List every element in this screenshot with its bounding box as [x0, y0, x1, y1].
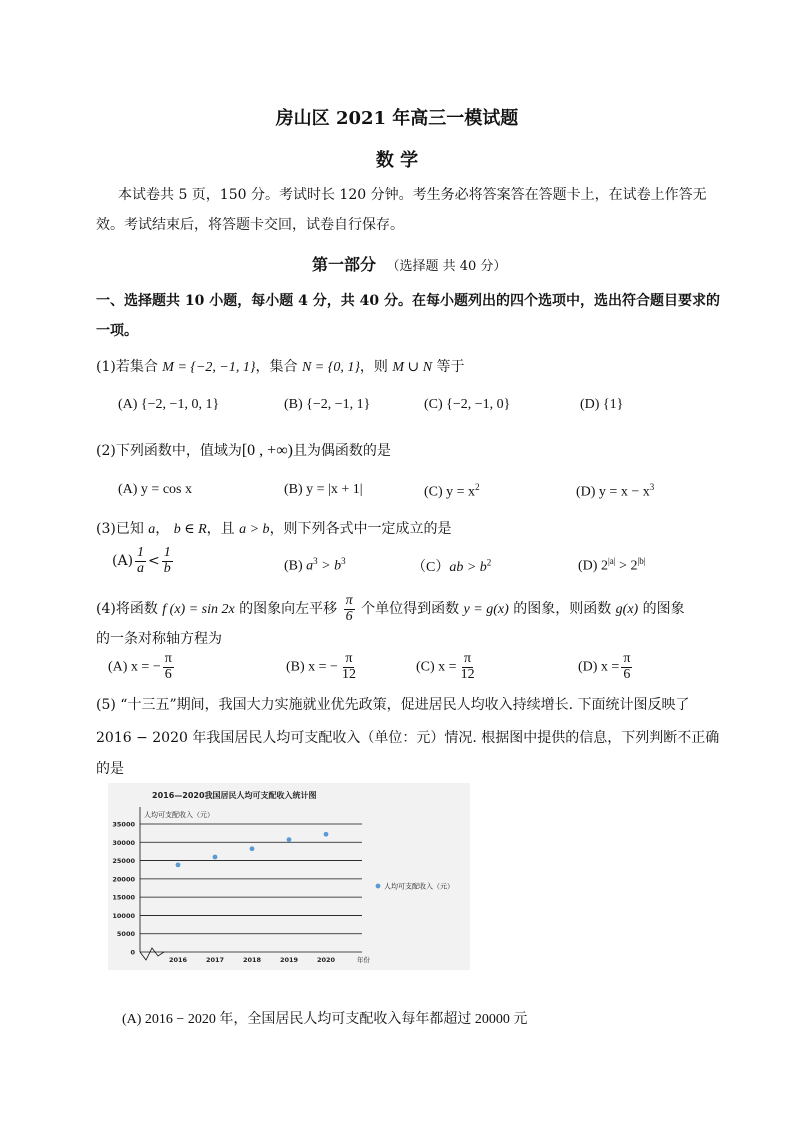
data-point	[250, 846, 255, 851]
exponent: |b|	[637, 556, 646, 566]
question-5-line-3: 的是	[96, 761, 124, 777]
q5-option-a: (A) 2016 − 2020 年，全国居民人均可支配收入每年都超过 20000 元	[122, 1012, 528, 1027]
q1-text: ，集合	[255, 359, 302, 375]
q2-option-b: (B) y = |x + 1|	[284, 482, 363, 497]
q3-text: (3)已知	[96, 521, 149, 537]
q1-option-a: (A) {−2, −1, 0, 1}	[118, 397, 220, 412]
chart-title: 2016—2020我国居民人均可支配收入统计图	[152, 791, 317, 800]
data-point	[287, 837, 292, 842]
fraction-numerator: 1	[163, 545, 171, 560]
q3-option-d-label: (D)	[578, 558, 601, 574]
exponent: 3	[313, 556, 318, 566]
question-3-stem	[96, 518, 452, 538]
x-tick-label: 2019	[279, 956, 299, 964]
q3-text: ，	[155, 521, 174, 537]
data-point	[213, 855, 218, 860]
q4-option-c	[416, 652, 479, 682]
y-tick-label: 5000	[116, 930, 135, 939]
legend-marker	[376, 884, 381, 889]
question-5-line-1: (5) “十三五”期间，我国大力实施就业优先政策，促进居民人均收入持续增长. 下面统计图反映了	[96, 697, 690, 713]
less-than-sign: <	[148, 553, 160, 570]
q3-text: ，且	[206, 521, 240, 537]
fraction-denominator: 6	[164, 666, 172, 682]
q3-option-c-expr: ab > b	[449, 560, 487, 575]
q2-option-a: (A) y = cos x	[118, 482, 192, 497]
x-tick-label: 2020	[316, 956, 336, 964]
y-tick-label: 25000	[112, 857, 135, 866]
paper-title: 房山区 2021 年高三一模试题	[275, 108, 519, 129]
question-2-stem	[96, 440, 391, 460]
q4-text: 的图象	[638, 601, 685, 618]
q3-option-d	[578, 556, 646, 575]
q4-option-a	[108, 652, 176, 682]
fraction-numerator: π	[345, 593, 353, 608]
q4-function-g: y = g(x)	[463, 602, 509, 618]
part-title: 第一部分	[312, 255, 377, 274]
q2-text: 且为偶函数的是	[292, 443, 391, 459]
q2-option-c-text: (C) y = x	[424, 484, 476, 500]
fraction-denominator: 6	[345, 608, 353, 624]
income-chart	[108, 783, 470, 970]
q3-option-d-base: 2	[600, 558, 608, 574]
fraction-denominator: a	[137, 560, 145, 576]
q4-text: (4)将函数	[96, 601, 163, 618]
q1-expr: M ∪ N	[392, 360, 433, 375]
q3-var-a: a	[148, 522, 156, 537]
data-point	[176, 862, 181, 867]
q2-option-d	[576, 482, 654, 501]
q4-option-d-label: (D) x =	[578, 659, 620, 675]
income-chart-svg	[108, 783, 470, 970]
exponent: 3	[341, 556, 346, 566]
y-tick-label: 15000	[112, 893, 135, 902]
q3-option-b	[284, 556, 346, 575]
q2-option-d-exp: 3	[649, 482, 655, 492]
x-axis-label: 年份	[357, 956, 370, 964]
instructions-line-1: 本试卷共 5 页，150 分。考试时长 120 分钟。考生务必将答案答在答题卡上，在试卷上作答无	[118, 187, 707, 203]
q3-option-a	[112, 546, 175, 576]
q4-function-f: f (x) = sin 2x	[162, 602, 235, 618]
q4-option-a-label: (A) x = −	[108, 659, 161, 675]
q1-set-n: N = {0, 1}	[301, 360, 360, 375]
q4-text: 个单位得到函数	[356, 601, 464, 618]
fraction-denominator: 6	[623, 666, 631, 682]
q1-text: (1)若集合	[96, 359, 163, 375]
q1-option-b: (B) {−2, −1, 1}	[284, 397, 371, 412]
q3-text: ，则下列各式中一定成立的是	[269, 521, 452, 537]
q4-function-g: g(x)	[615, 602, 639, 618]
legend-label: 人均可支配收入（元）	[384, 882, 454, 891]
question-4-stem-line-1	[96, 594, 685, 624]
q4-option-b-label: (B) x = −	[286, 659, 338, 675]
q3-condition: a > b	[239, 522, 270, 537]
fraction-numerator: 1	[137, 545, 145, 560]
x-tick-label: 2017	[205, 956, 225, 964]
fraction-denominator: 12	[341, 666, 356, 682]
section-heading-line-1: 一、选择题共 10 小题，每小题 4 分，共 40 分。在每小题列出的四个选项中，选出符合题目要求的	[96, 293, 720, 309]
subject-title: 数 学	[375, 150, 419, 171]
fraction-numerator: π	[164, 651, 172, 666]
q3-option-a-label: (A)	[112, 553, 134, 570]
question-4-stem-line-2: 的一条对称轴方程为	[96, 631, 222, 647]
fraction-numerator: π	[464, 651, 472, 666]
q2-text: (2)下列函数中，值域为	[96, 443, 242, 459]
part-heading	[312, 252, 506, 275]
fraction-denominator: 12	[460, 666, 475, 682]
q1-text: 等于	[432, 359, 465, 375]
exponent: |a|	[607, 556, 616, 566]
fraction-numerator: π	[345, 651, 353, 666]
q3-option-b-var: a	[306, 558, 314, 574]
question-5-line-2: 2016 − 2020 年我国居民人均可支配收入（单位：元）情况. 根据图中提供的信息，下列判断不正确	[96, 730, 720, 746]
fraction-numerator: π	[623, 651, 631, 666]
y-tick-label: 0	[130, 948, 135, 957]
q2-range: [0 , +∞)	[241, 442, 293, 459]
q3-option-c	[412, 556, 491, 576]
q1-option-c: (C) {−2, −1, 0}	[424, 397, 511, 412]
q3-option-c-label: （C）	[412, 560, 450, 575]
q4-option-c-label: (C) x =	[416, 659, 457, 675]
instructions-line-2: 效。考试结束后，将答题卡交回，试卷自行保存。	[96, 217, 404, 233]
y-tick-label: 20000	[112, 875, 135, 884]
q2-option-d-text: (D) y = x − x	[576, 484, 650, 500]
q1-option-d: (D) {1}	[580, 397, 624, 412]
q2-option-c-exp: 2	[475, 482, 480, 492]
q1-text: ，则	[359, 359, 393, 375]
part-note: （选择题 共 40 分）	[386, 259, 507, 274]
q4-option-d	[578, 652, 634, 682]
q3-option-b-label: (B)	[284, 558, 307, 574]
exponent: 2	[486, 557, 492, 568]
section-heading-line-2: 一项。	[96, 323, 138, 339]
x-tick-label: 2016	[168, 956, 188, 964]
fraction-denominator: b	[163, 560, 171, 576]
q1-set-m: M = {−2, −1, 1}	[162, 360, 256, 375]
y-tick-label: 35000	[112, 820, 135, 829]
y-tick-label: 30000	[112, 838, 135, 847]
axis-break	[140, 948, 164, 960]
q4-option-b	[286, 652, 360, 682]
x-tick-label: 2018	[242, 956, 262, 964]
q2-option-c	[424, 482, 480, 501]
q3-option-b-rhs: > b	[317, 558, 342, 574]
y-tick-label: 10000	[112, 911, 135, 920]
q3-var-b: b ∈ R	[173, 522, 207, 537]
q4-text: 的图象，则函数	[508, 601, 616, 618]
y-axis-label: 人均可支配收入（元）	[144, 811, 214, 819]
q4-text: 的图象向左平移	[234, 601, 342, 618]
data-point	[324, 832, 329, 837]
q3-option-d-rhs: > 2	[615, 558, 638, 574]
question-1-stem	[96, 356, 465, 376]
